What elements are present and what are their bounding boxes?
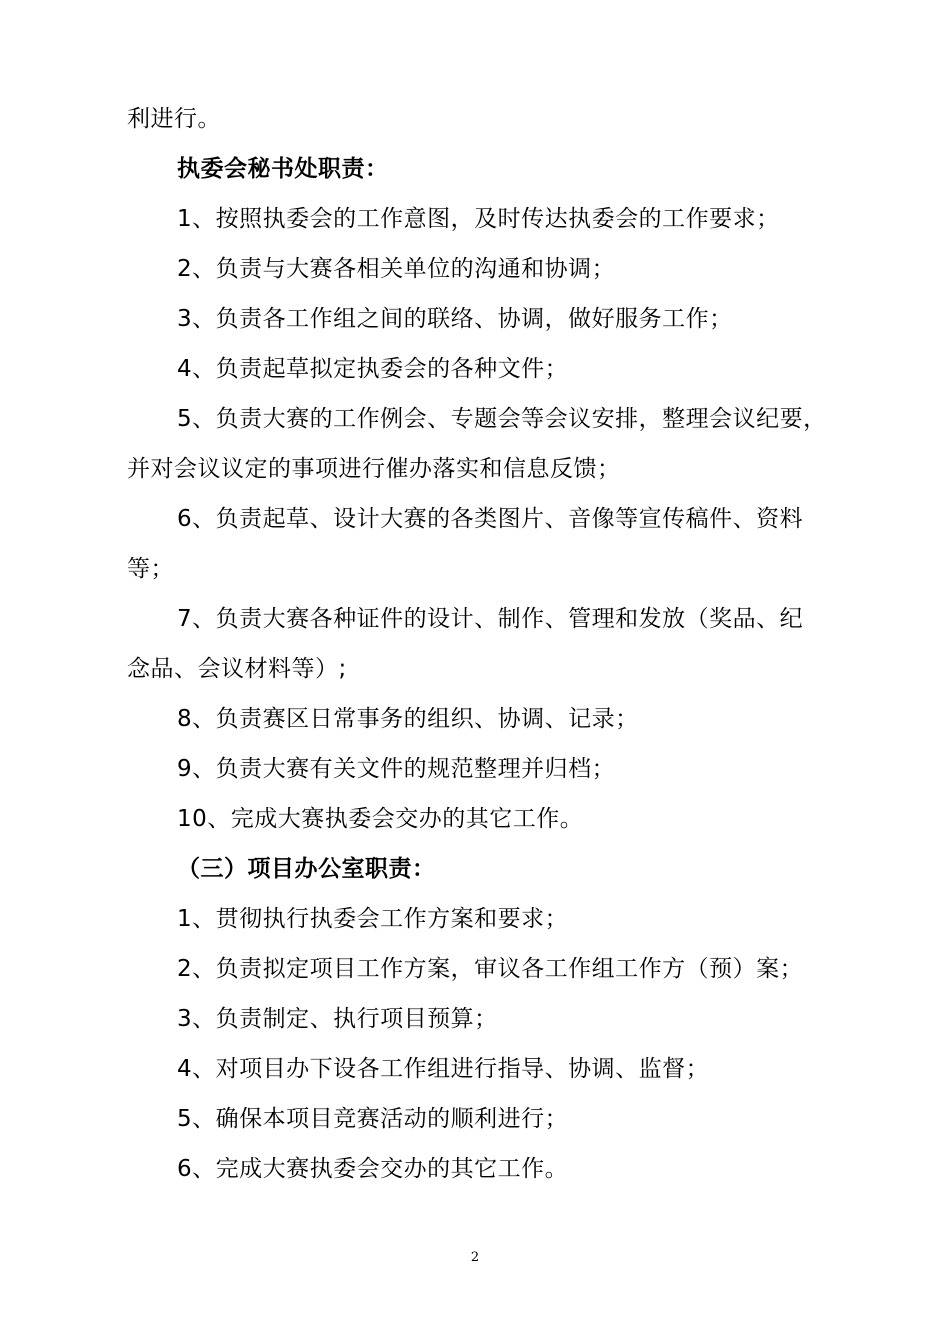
paragraph-continuation: 利进行。	[127, 106, 221, 132]
list-item: 9、负责大赛有关文件的规范整理并归档；	[177, 756, 616, 782]
list-item: 3、负责各工作组之间的联络、协调，做好服务工作；	[177, 306, 733, 332]
list-item-continuation: 念品、会议材料等）;	[127, 656, 347, 682]
list-item: 4、负责起草拟定执委会的各种文件；	[177, 356, 569, 382]
list-item: 1、贯彻执行执委会工作方案和要求；	[177, 906, 569, 932]
list-item: 4、对项目办下设各工作组进行指导、协调、监督；	[177, 1056, 710, 1082]
list-item: 7、负责大赛各种证件的设计、制作、管理和发放（奖品、纪	[177, 606, 804, 632]
list-item-continuation: 并对会议议定的事项进行催办落实和信息反馈；	[127, 456, 621, 482]
list-item: 6、负责起草、设计大赛的各类图片、音像等宣传稿件、资料	[177, 506, 804, 532]
list-item: 5、负责大赛的工作例会、专题会等会议安排，整理会议纪要，	[177, 406, 827, 432]
list-item: 6、完成大赛执委会交办的其它工作。	[177, 1156, 569, 1182]
list-item: 3、负责制定、执行项目预算；	[177, 1006, 498, 1032]
list-item: 8、负责赛区日常事务的组织、协调、记录；	[177, 706, 639, 732]
list-item: 2、负责与大赛各相关单位的沟通和协调；	[177, 256, 616, 282]
list-item: 5、确保本项目竞赛活动的顺利进行；	[177, 1106, 569, 1132]
list-item: 2、负责拟定项目工作方案，审议各工作组工作方（预）案；	[177, 956, 804, 982]
list-item: 1、按照执委会的工作意图，及时传达执委会的工作要求；	[177, 206, 780, 232]
section-heading-project-office: （三）项目办公室职责：	[177, 856, 436, 882]
list-item: 10、完成大赛执委会交办的其它工作。	[177, 806, 584, 832]
section-heading-secretariat: 执委会秘书处职责：	[177, 156, 389, 182]
list-item-continuation: 等；	[127, 556, 174, 582]
page-number: 2	[470, 1250, 480, 1265]
